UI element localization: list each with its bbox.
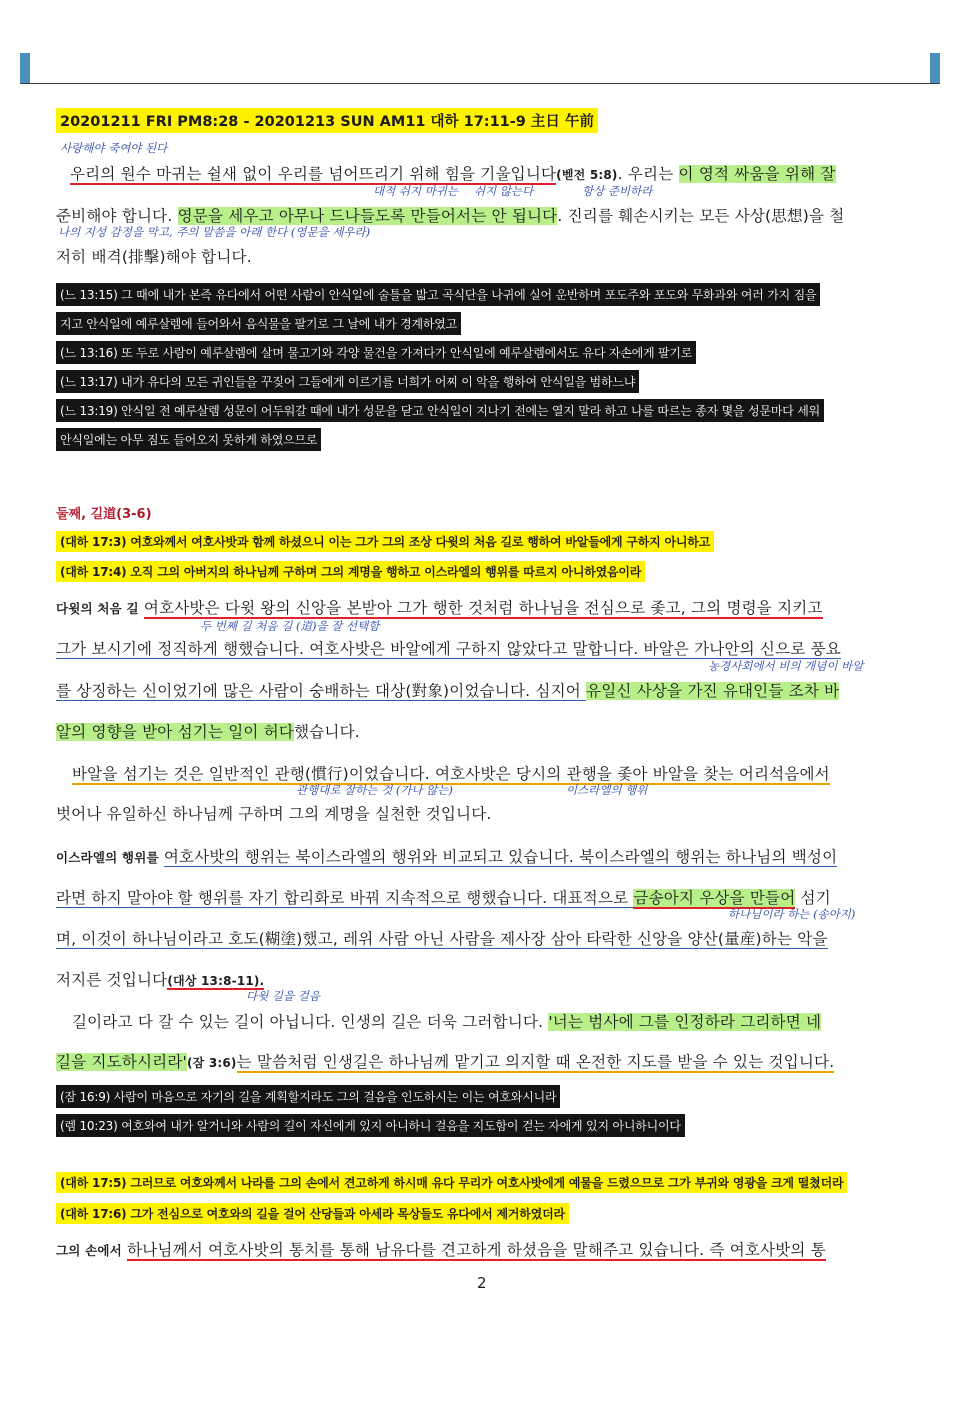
paragraph-label: 그의 손에서 bbox=[56, 1243, 122, 1258]
paragraph-line bbox=[70, 162, 836, 184]
paragraph-line bbox=[72, 762, 830, 784]
scripture-verse: (대하 17:5) 그러므로 여호와께서 나라를 그의 손에서 견고하게 하시매 유다 무리가 여호사밧에게 예물을 드렸으므로 그가 부귀와 영광을 크게 떨쳤더라 bbox=[56, 1172, 847, 1193]
paragraph-line: 벗어나 유일하신 하나님께 구하며 그의 계명을 실천한 것입니다. bbox=[56, 805, 492, 823]
handwritten-note: 관행대로 잘하는 것 (가나 않는) bbox=[296, 783, 453, 797]
scripture-ref: (대상 13:8-11). bbox=[167, 974, 265, 988]
handwritten-note: 항상 준비하라 bbox=[582, 184, 653, 198]
scripture-quote: (느 13:15) 그 때에 내가 본즉 유다에서 어떤 사람이 안식일에 술틀을 밟고 곡식단을 나귀에 실어 운반하며 포도주와 포도와 무화과와 여러 가지 짐을 bbox=[56, 283, 820, 306]
paragraph-line bbox=[56, 845, 837, 867]
paragraph-line bbox=[72, 1010, 821, 1032]
paragraph-label: 다윗의 처음 길 bbox=[56, 601, 139, 616]
highlighted-text: 영문을 세우고 아무나 드나들도록 만들어서는 안 됩니다 bbox=[177, 207, 558, 225]
handwritten-note: 나의 지성 감정을 막고, 주의 말씀을 아래 한다 (영문을 세우라) bbox=[58, 225, 371, 239]
paragraph-line bbox=[56, 596, 823, 618]
text-span: . 진리를 훼손시키는 모든 사상(思想)을 철 bbox=[557, 207, 845, 225]
handwritten-note: 하나님이라 하는 (송아지) bbox=[728, 907, 856, 921]
text-span: 했습니다. bbox=[294, 723, 360, 741]
paragraph-line bbox=[56, 927, 828, 949]
underlined-text: 여호사밧의 행위는 북이스라엘의 행위와 비교되고 있습니다. 북이스라엘의 행위는 하나님의 백성이 bbox=[163, 848, 838, 866]
handwritten-note: 이스라엘의 행위 bbox=[566, 783, 648, 797]
paragraph-line bbox=[56, 968, 264, 990]
text-span: . 우리는 bbox=[617, 165, 679, 183]
text-span: 길이라고 다 갈 수 있는 길이 아닙니다. 인생의 길은 더욱 그러합니다. bbox=[72, 1013, 549, 1031]
scripture-quote: 지고 안식일에 예루살렘에 들어와서 음식물을 팔기로 그 날에 내가 경계하였고 bbox=[56, 312, 461, 335]
underlined-text: 바알을 섬기는 것은 일반적인 관행(慣行)이었습니다. 여호사밧은 당시의 관행을 좇아 바알을 찾는 어리석음에서 bbox=[72, 765, 830, 783]
handwritten-note: 다윗 길을 걸음 bbox=[246, 989, 320, 1003]
scripture-quote: 안식일에는 아무 짐도 들어오지 못하게 하였으므로 bbox=[56, 428, 321, 451]
underlined-text: 우리의 원수 마귀는 쉴새 없이 우리를 넘어뜨리기 위해 힘을 기울입니다 bbox=[70, 165, 557, 183]
scripture-quote: (느 13:19) 안식일 전 예루살렘 성문이 어두워갈 때에 내가 성문을 닫고 안식일이 지나기 전에는 열지 말라 하고 나를 따르는 종자 몇을 성문마다 세워 bbox=[56, 399, 824, 422]
page-number: 2 bbox=[477, 1274, 487, 1292]
scripture-ref: (잠 3:6) bbox=[186, 1056, 237, 1070]
text-span: 저지른 것입니다 bbox=[56, 971, 168, 989]
header-left-tab bbox=[20, 53, 30, 83]
underlined-text: 며, 이것이 하나님이라고 호도(糊塗)했고, 레위 사람 아닌 사람을 제사장 삼아 타락한 신앙을 양산(量産)하는 악을 bbox=[56, 930, 828, 948]
scripture-verse: (대하 17:4) 오직 그의 아버지의 하나님께 구하며 그의 계명을 행하고 이스라엘의 행위를 따르지 아니하였음이라 bbox=[56, 561, 645, 582]
paragraph-line bbox=[56, 637, 841, 659]
scripture-verse: (대하 17:3) 여호와께서 여호사밧과 함께 하셨으니 이는 그가 그의 조상 다윗의 처음 길로 행하여 바알들에게 구하지 아니하고 bbox=[56, 531, 714, 552]
scripture-quote: (잠 16:9) 사람이 마음으로 자기의 길을 계획할지라도 그의 걸음을 인도하시는 이는 여호와시니라 bbox=[56, 1085, 560, 1108]
handwritten-note: 쉬지 않는다 bbox=[474, 184, 534, 198]
text-span: 준비해야 합니다. bbox=[56, 207, 178, 225]
paragraph-line bbox=[56, 886, 831, 908]
handwritten-note: 두 번째 길 처음 길 (道)을 잘 선택함 bbox=[200, 619, 380, 633]
page-header-line bbox=[20, 53, 940, 84]
handwritten-note: 농경사회에서 비의 개념이 바알 bbox=[708, 659, 864, 673]
paragraph-label: 이스라엘의 행위를 bbox=[56, 850, 159, 865]
highlighted-text: 길을 지도하시리라' bbox=[56, 1053, 187, 1071]
paragraph-line bbox=[56, 204, 844, 226]
scripture-verse: (대하 17:6) 그가 전심으로 여호와의 길을 걸어 산당들과 아세라 목상들도 유다에서 제거하였더라 bbox=[56, 1203, 569, 1224]
section-heading: 둘째, 길道(3-6) bbox=[56, 507, 152, 522]
scripture-ref: (벧전 5:8) bbox=[556, 168, 618, 182]
paragraph-line: 저히 배격(排擊)해야 합니다. bbox=[56, 248, 252, 266]
paragraph-line bbox=[56, 1050, 834, 1072]
underlined-text: 하나님께서 여호사밧의 통치를 통해 남유다를 견고하게 하셨음을 말해주고 있습니다. 즉 여호사밧의 통 bbox=[127, 1241, 826, 1259]
handwritten-note: 사랑해야 죽여야 된다 bbox=[60, 141, 168, 155]
handwritten-note: 대적 쉬지 마귀는 bbox=[373, 184, 459, 198]
scripture-quote: (느 13:16) 또 두로 사람이 예루살렘에 살며 물고기와 각양 물건을 가져다가 안식일에 예루살렘에서도 유다 자손에게 팔기로 bbox=[56, 341, 696, 364]
scripture-quote: (렘 10:23) 여호와여 내가 알거니와 사람의 길이 자신에게 있지 아니하니 걸음을 지도함이 걷는 자에게 있지 아니하니이다 bbox=[56, 1114, 685, 1137]
scripture-quote: (느 13:17) 내가 유다의 모든 귀인들을 꾸짖어 그들에게 이르기를 너희가 어찌 이 악을 행하여 안식일을 범하느냐 bbox=[56, 370, 639, 393]
paragraph-line bbox=[56, 1238, 826, 1260]
text-span: 섬기 bbox=[795, 889, 831, 907]
highlighted-text: 알의 영향을 받아 섬기는 일이 허다 bbox=[56, 723, 295, 741]
highlighted-text: 금송아지 우상을 만들어 bbox=[633, 889, 796, 907]
header-right-tab bbox=[930, 53, 940, 83]
highlighted-text: 이 영적 싸움을 위해 잘 bbox=[678, 165, 836, 183]
underlined-text: 그가 보시기에 정직하게 행했습니다. 여호사밧은 바알에게 구하지 않았다고 말합니다. 바알은 가나안의 신으로 풍요 bbox=[56, 640, 841, 658]
page-title: 20201211 FRI PM8:28 - 20201213 SUN AM11 대하 17:11-9 主日 午前 bbox=[56, 108, 598, 133]
underlined-text: 라면 하지 말아야 할 행위를 자기 합리화로 바꿔 지속적으로 행했습니다. 대표적으로 bbox=[56, 889, 634, 907]
highlighted-text: 유일신 사상을 가진 유대인들 조차 바 bbox=[586, 682, 840, 700]
underlined-text: 는 말씀처럼 인생길은 하나님께 맡기고 의지할 때 온전한 지도를 받을 수 있는 것입니다. bbox=[236, 1053, 835, 1071]
underlined-text: 여호사밧은 다윗 왕의 신앙을 본받아 그가 행한 것처럼 하나님을 전심으로 좇고, 그의 명령을 지키고 bbox=[143, 599, 823, 617]
highlighted-text: '너는 범사에 그를 인정하라 그리하면 네 bbox=[548, 1013, 822, 1031]
paragraph-line bbox=[56, 720, 360, 742]
paragraph-line bbox=[56, 679, 839, 701]
underlined-text: 를 상징하는 신이었기에 많은 사람이 숭배하는 대상(對象)이었습니다. 심지어 bbox=[56, 682, 587, 700]
